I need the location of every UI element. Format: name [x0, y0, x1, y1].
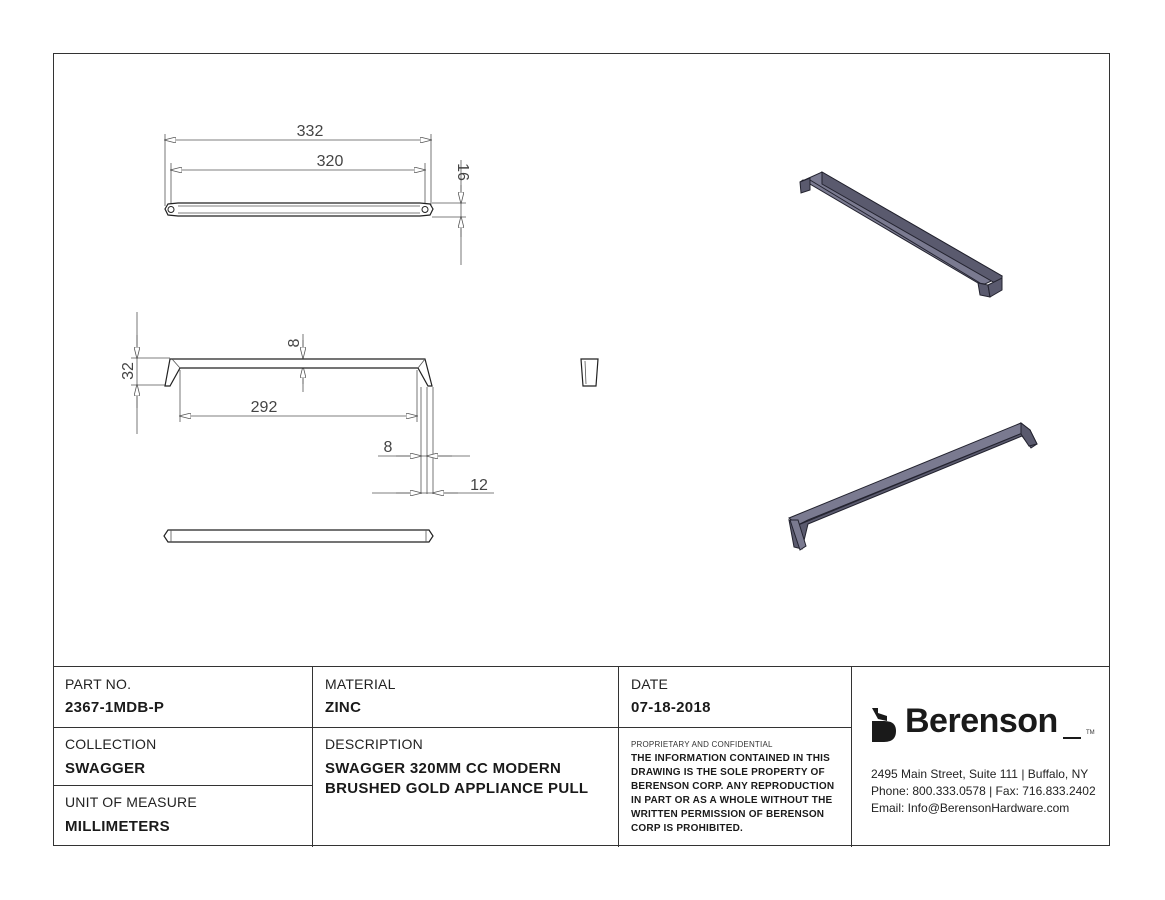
description-line-1: SWAGGER 320MM CC MODERN [325, 760, 562, 777]
proprietary-heading: PROPRIETARY AND CONFIDENTIAL [631, 740, 773, 749]
top-view-bar [165, 203, 433, 216]
part-no-label: PART NO. [65, 676, 132, 692]
isometric-view-top [800, 172, 1002, 297]
proprietary-line-3: BERENSON CORP. ANY REPRODUCTION [631, 781, 835, 792]
title-block [53, 666, 1110, 847]
proprietary-line-5: WRITTEN PERMISSION OF BERENSON [631, 809, 825, 820]
dim-label-292: 292 [250, 399, 278, 416]
company-email: Email: Info@BerensonHardware.com [871, 801, 1070, 815]
unit-value: MILLIMETERS [65, 818, 170, 835]
date-value: 07-18-2018 [631, 699, 711, 716]
proprietary-line-1: THE INFORMATION CONTAINED IN THIS [631, 753, 830, 764]
front-view [120, 312, 494, 494]
company-logo-text: Berenson [905, 702, 1058, 740]
unit-label: UNIT OF MEASURE [65, 794, 197, 810]
dim-label-332: 332 [296, 123, 324, 140]
dim-label-8-horizontal: 8 [383, 439, 393, 456]
description-label: DESCRIPTION [325, 736, 423, 752]
trademark-mark: TM [1086, 730, 1095, 736]
proprietary-line-4: IN PART OR AS A WHOLE WITHOUT THE [631, 795, 833, 806]
top-view [165, 123, 471, 265]
proprietary-line-2: DRAWING IS THE SOLE PROPERTY OF [631, 767, 825, 778]
dim-label-32: 32 [120, 362, 137, 380]
logo-underline [1063, 737, 1081, 739]
bottom-view [164, 530, 433, 542]
part-no-value: 2367-1MDB-P [65, 699, 165, 716]
material-value: ZINC [325, 699, 362, 716]
dim-label-12: 12 [470, 477, 488, 494]
company-phone-fax: Phone: 800.333.0578 | Fax: 716.833.2402 [871, 784, 1096, 798]
collection-value: SWAGGER [65, 760, 146, 777]
dim-label-8-vertical: 8 [286, 338, 303, 348]
bottom-view-bar [164, 530, 433, 542]
proprietary-line-6: CORP IS PROHIBITED. [631, 823, 743, 834]
cross-section [581, 359, 598, 386]
berenson-b-logo-icon [871, 707, 897, 743]
company-address: 2495 Main Street, Suite 111 | Buffalo, NY [871, 767, 1089, 781]
collection-label: COLLECTION [65, 736, 157, 752]
section-view [581, 359, 598, 386]
material-label: MATERIAL [325, 676, 396, 692]
front-view-handle [165, 359, 432, 386]
dim-label-16: 16 [454, 163, 471, 181]
date-label: DATE [631, 676, 669, 692]
description-line-2: BRUSHED GOLD APPLIANCE PULL [325, 780, 589, 797]
isometric-view-bottom [789, 423, 1037, 550]
dim-label-320: 320 [316, 153, 344, 170]
